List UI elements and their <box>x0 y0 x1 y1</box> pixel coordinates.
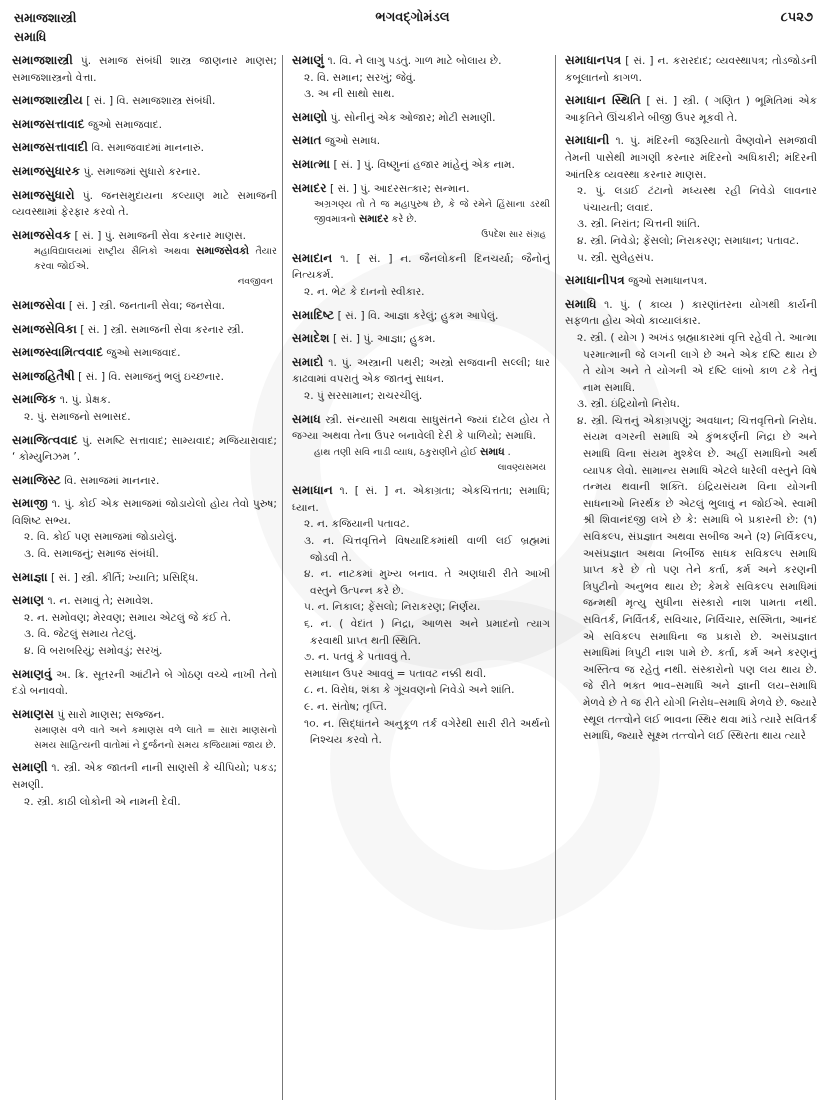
dictionary-entry <box>292 411 550 477</box>
definition: [ સં. ] સ્ત્રી. ( ગણિત ) ભૂમિતિમાં એક આકૃતિને ઊંચકીને બીજી ઉપર મૂકવી તે. <box>565 95 817 124</box>
headword: સમાજી <box>12 496 48 511</box>
headword: સમાજિત્વવાદ <box>12 432 78 447</box>
definition: ૧. સ્ત્રી. એક જાતની નાની સાણસી કે ચીપિયો; પકડ; સમણી. <box>12 762 277 791</box>
citation-quote: સમાણસ વળે વાતે અને કમાણસ વળે લાતે = સારા માણસનો સમય સાહિત્યની વાતોમાં ને દુર્જનનો સમય કજિયામાં જાય છે. <box>34 725 277 752</box>
dictionary-entry <box>565 132 817 266</box>
definition: ૧. વિ. ને લાગુ પડતું. ગાળ માટે બોલાય છે. <box>327 55 502 67</box>
sub-sense: ૭. ન. પતવું કે પતાવવું તે. <box>304 651 411 664</box>
column-2 <box>292 52 550 1110</box>
citation-quote: હાથ તણી સવિ નાડી વ્યાધ, ઠકુરાણીને હોઈ સમાધ . <box>314 445 511 458</box>
definition: અ. ક્રિ. સૂતરની આંટીને બે ગોઠણ વચ્ચે નાખી તેનો દડો બનાવવો. <box>12 668 277 698</box>
headword: સમાત <box>292 133 322 148</box>
sub-sense: ૨. પું. લડાઈ ટંટાનો મધ્યસ્થ રહી નિવેડો લાવનાર પંચાયતી; લવાદ. <box>577 185 817 214</box>
headword: સમાધાની <box>565 133 610 148</box>
headword: સમાધાનીપત્ર <box>565 273 625 288</box>
definition: જુઓ સમાજવાદ. <box>106 347 181 360</box>
headword: સમાજિસ્ટ <box>12 472 61 487</box>
dictionary-entry <box>12 344 277 362</box>
dictionary-entry <box>565 296 817 745</box>
headword: સમાત્મા <box>292 156 331 171</box>
headword: સમાદર <box>292 180 327 195</box>
headword: સમાજસત્તાવાદ <box>12 116 85 131</box>
sub-sense: ૨. વિ. કોઈ પણ સમાજમાં જોડાયેલું. <box>24 531 178 544</box>
dictionary-entry <box>12 472 277 490</box>
dictionary-entry <box>12 706 277 754</box>
definition: [ સં. ] સ્ત્રી. કીર્તિ; ખ્યાતિ; પ્રસિદ્ધિ. <box>50 571 199 584</box>
headword: સમાણો <box>292 109 328 124</box>
dictionary-entry <box>12 432 277 466</box>
citation-source: ઉપદેશ સાર સંગ્રહ <box>481 230 546 241</box>
definition: [ સં. ] વિ. સમાજશાસ્ત્ર સંબંધી. <box>86 95 216 108</box>
definition: ૧. પું. પ્રેક્ષક. <box>59 394 111 407</box>
citation-quote: અગ્રગણ્ય તો તે જ મહાપુરુષ છે, કે જે રમેને હિંસાના ડરથી જીવમાત્રનો સમાદર કરે છે. <box>314 199 550 226</box>
dictionary-entry <box>292 132 550 150</box>
headword: સમાણવું <box>12 666 52 681</box>
sub-sense: ૩. વિ. જેટલું સમાય તેટલું. <box>24 628 137 641</box>
dictionary-entry <box>292 354 550 405</box>
definition: [ સં. ] ન. કરારદાદ; વ્યવસ્થાપત્ર; તોડજોડની કબૂલાતનો કાગળ. <box>565 55 817 84</box>
definition: [ સં. ] વિ. આજ્ઞા કરેલું; હુકમ આપેલું. <box>337 309 499 322</box>
definition: સ્ત્રી. સંન્યાસી અથવા સાધુસંતને જ્યાં દાટેલ હોય તે જગ્યા અથવા તેના ઉપર બનાવેલી દેરી કે પાળિયો; સમાધિ. <box>292 413 550 443</box>
guide-word-first: સમાજશાસ્ત્રી <box>14 10 77 25</box>
sub-sense: ૨. ન. ભેટ કે દાનનો સ્વીકાર. <box>304 285 425 298</box>
sub-sense: ૨. પું. સમાજનો સભાસદ. <box>24 410 131 423</box>
sub-sense: સમાધાન ઉપર આવવું = પતાવટ નક્કી થવી. <box>304 667 487 680</box>
sub-sense: ૩. સ્ત્રી. નિરાંત; ચિત્તની શાંતિ. <box>577 218 701 231</box>
sub-sense: ૨. પું સરસામાન; રાચરચીલું. <box>304 389 423 402</box>
sub-sense: ૨. સ્ત્રી. કાઠી લોકોની એ નામની દેવી. <box>24 795 181 808</box>
column-divider <box>555 55 556 1100</box>
dictionary-entry <box>292 52 550 103</box>
dictionary-entry <box>292 180 550 244</box>
sub-sense: ૨. ન. કજિયાની પતાવટ. <box>304 518 410 531</box>
headword: સમાજ્ઞા <box>12 569 48 584</box>
definition: ૧. પું. મંદિરની જરૂરિયાતો વૈષ્ણવોને સમજાવી તેમની પાસેથી માગણી કરનાર મંદિરનો અધિકારી; મંદિરની આંતરિક વ્યવસ્થા કરનાર માણસ. <box>565 135 817 181</box>
page-number: ૮૫૨૭ <box>780 10 813 25</box>
headword: સમાજશાસ્ત્રી <box>12 53 73 67</box>
sub-sense: ૫. ન. નિકાલ; ફેંસલો; નિરાકરણ; નિર્ણય. <box>304 601 481 614</box>
dictionary-entry <box>12 92 277 110</box>
sub-sense: ૨. વિ. સમાન; સરખું; જેવું. <box>304 71 416 84</box>
definition: ૧. પું. કોઈ એક સમાજમાં જોડાયેલો હોય તેવો પુરુષ; વિશિષ્ટ સભ્ય. <box>12 498 277 527</box>
headword: સમાદિષ્ટ <box>292 307 335 322</box>
headword: સમાજસેવિકા <box>12 321 77 336</box>
dictionary-entry <box>565 272 817 290</box>
sub-sense: ૪. સ્ત્રી. નિવેડો; ફેંસલો; નિરાકરણ; સમાધાન; પતાવટ. <box>577 234 800 247</box>
dictionary-entry <box>12 227 277 291</box>
headword: સમાધિ <box>565 296 597 311</box>
definition: ૧. [ સં. ] ન. એકાગ્રતા; એકચિત્તતા; સમાધિ; ધ્યાન. <box>292 485 550 514</box>
dictionary-entry <box>565 92 817 126</box>
headword: સમાજસુધારક <box>12 163 81 178</box>
dictionary-entry <box>12 368 277 386</box>
definition: પું સારો માણસ; સજ્જન. <box>57 708 165 721</box>
headword: સમાજસેવક <box>12 227 72 242</box>
dictionary-entry <box>565 52 817 86</box>
headword: સમાણી <box>12 760 48 775</box>
definition: ૧. પું. અસ્ત્રાની પથરી; અસ્ત્રો સજવાની સલ્લી; ધાર કાઢવામાં વપરાતું એક જાતનું સાધન. <box>292 356 550 386</box>
definition: વિ. સમાજમાં માનનાર. <box>64 474 160 487</box>
dictionary-entry <box>12 116 277 134</box>
definition: [ સં. ] વિ. સમાજનું ભલું ઇચ્છનાર. <box>78 370 225 383</box>
dictionary-entry <box>12 759 277 810</box>
headword: સમાદાન <box>292 250 333 265</box>
definition: પું. સમાજમાં સુધારો કરનાર. <box>83 165 201 178</box>
sub-sense: ૪. સ્ત્રી. ચિત્તનું એકાગ્રપણું; અવધાન; ચિત્તવૃત્તિનો નિરોધ. સંયમ વગરની સમાધિ એ કુંભકર્ણની નિદ્રા છે અને સમાધિ વિના સંયમ મુશ્કેલ છે. અહીં સમાધિનો અર્થ વ્યાપક લેવો. સામાન્ય સમાધિ એટલે ધારેલી વસ્તુને વિષે તન્મય થવાની શક્તિ. ઇંદ્રિયસંયમ વિના યોગની સાધનાઓ નિરર્થક છે એટલું ભુલાવું ન જોઈએ. સ્વામી શ્રી શિવાનંદજી લખે છે કે: સમાધિ બે પ્રકારની છે: (૧) સવિકલ્પ, સંપ્રજ્ઞાત અથવા સબીજ અને (૨) નિર્વિકલ્પ, અસંપ્રજ્ઞાત અથવા નિર્બીજ સાધક સવિકલ્પ સમાધિ પ્રાપ્ત કરે છે તો પણ તેને કર્તા, કર્મ અને કરણની ત્રિપુટીનો અનુભવ થાય છે; કેમકે સવિકલ્પ સમાધિમાં જન્મથી મૃત્યુ સુધીના સંસ્કારો નાશ પામતા નથી. સવિતર્ક, નિર્વિતર્ક, સવિચાર, નિર્વિચાર, સસ્મિતા, આનંદ એ સવિકલ્પ સમાધિના જ પ્રકારો છે. અસંપ્રજ્ઞાત સમાધિમાં ત્રિપુટી નાશ પામે છે. કર્તા, કર્મ અને કરણનું અસ્તિત્વ જ રહેતું નથી. સંસ્કારોનો પણ લય થાય છે. જે રીતે ભક્ત ભાવ–સમાધિ અને જ્ઞાની લય–સમાધિ મેળવે છે તે જ રીતે યોગી નિરોધ–સમાધિ મેળવે છે. જ્યારે સ્થૂલ તત્ત્વોને લઈ ભાવના સ્થિર થવા માંડે ત્યારે સવિતર્ક સમાધિ, જ્યારે સૂક્ષ્મ તત્ત્વોને લઈ સ્થિરતા થાય ત્યારે <box>577 414 817 743</box>
dictionary-entry <box>12 666 277 700</box>
sub-sense: ૪. વિ બરાબરિયું; સમોવડું; સરખું. <box>24 645 163 658</box>
dictionary-entry <box>12 297 277 315</box>
sub-sense: ૮. ન. વિરોધ, શંકા કે ગૂંચવણનો નિવેડો અને શાંતિ. <box>304 684 515 697</box>
sub-sense: ૪. ન. નાટકમાં મુખ્ય બનાવ. તે અણધારી રીતે આખી વસ્તુને ઉત્પન્ન કરે છે. <box>304 568 550 597</box>
sub-sense: ૫. સ્ત્રી. સુલેહસંપ. <box>577 251 654 264</box>
column-3 <box>565 52 817 1110</box>
sub-sense: ૩. અ ની સાથો સાથ. <box>304 88 395 101</box>
dictionary-entry <box>292 330 550 348</box>
headword: સમાણ <box>12 593 45 608</box>
definition: [ સં. ] સ્ત્રી. સમાજની સેવા કરનાર સ્ત્રી. <box>80 323 244 336</box>
definition: ૧. પું. ( કાવ્ય ) કારણાંતરના યોગથી કાર્યની સફળતા હોય એવો કાવ્યાલંકાર. <box>565 298 817 328</box>
column-divider <box>282 55 283 1100</box>
headword: સમાજસત્તાવાદી <box>12 140 89 155</box>
definition: [ સં. ] પું. આજ્ઞા; હુકમ. <box>333 333 436 346</box>
citation-source: નવજીવન <box>237 277 273 288</box>
dictionary-entry <box>292 156 550 174</box>
dictionary-entry <box>12 187 277 221</box>
definition: પું. સમષ્ટિ સત્તાવાદ; સામ્યવાદ; મજિયારાવાદ; ‘ કોમ્યુનિઝમ ’. <box>12 434 277 464</box>
guide-word-last: સમાધિ <box>14 29 47 44</box>
dictionary-entry <box>12 592 277 659</box>
dictionary-entry <box>12 52 277 86</box>
sub-sense: ૨. સ્ત્રી. ( યોગ ) અખંડ બ્રહ્માકારમાં વૃત્તિ રહેવી તે. આત્મા પરમાત્માની જે લગની લાગે છે અને એક દષ્ટિ થાય છે તે યોગ અને તે યોગની એ દષ્ટિ લાંબો કાળ ટકે તેનું નામ સમાધિ. <box>577 331 817 394</box>
sub-sense: ૨. ન. સમોવણ; મેરવણ; સમાય એટલું જે કંઈ તે. <box>24 611 232 624</box>
sub-sense: ૬. ન. ( વેદાંત ) નિદ્રા, આળસ અને પ્રમાદનો ત્યાગ કરવાથી પ્રાપ્ત થતી સ્થિતિ. <box>304 618 550 647</box>
dictionary-entry <box>12 139 277 157</box>
dictionary-entry <box>292 482 550 749</box>
definition: જુઓ સમાધાનપત્ર. <box>628 275 708 288</box>
dictionary-entry <box>292 307 550 325</box>
definition: [ સં. ] પું. આદરસત્કાર; સન્માન. <box>329 182 470 195</box>
definition: જુઓ સમાધ. <box>324 135 381 148</box>
citation-source: લાવણ્યસમય <box>497 462 546 473</box>
sub-sense: ૩. સ્ત્રી. ઇંદ્રિયોનો નિરોધ. <box>577 398 680 411</box>
headword: સમાણસ <box>12 706 54 721</box>
headword: સમાજિક <box>12 392 57 407</box>
headword: સમાજહિતૈષી <box>12 368 75 383</box>
dictionary-entry <box>12 391 277 425</box>
definition: ૧. [ સં. ] ન. જૈનલોકની દિનચર્યા; જૈનોનું નિત્યકર્મ. <box>292 252 550 282</box>
page-header <box>0 8 825 48</box>
headword: સમાધાનપત્ર <box>565 53 622 67</box>
definition: ૧. ન. સમાવું તે; સમાવેશ. <box>47 595 154 608</box>
definition: વિ. સમાજવાદમાં માનનારું. <box>91 142 204 155</box>
definition: પું. જનસમુદાયના કલ્યાણ માટે સમાજની વ્યવસ્થામાં ફેરફાર કરવો તે. <box>12 189 277 219</box>
citation-quote: મહાવિદ્યાલયમાં રાષ્ટ્રીય સૈનિકો અથવા સમાજસેવકો તૈયાર કરવા જોઈએ. <box>34 245 277 273</box>
dictionary-entry <box>12 495 277 562</box>
definition: જુઓ સમાજવાદ. <box>87 118 162 131</box>
headword: સમાધ <box>292 411 321 426</box>
headword: સમાજસ્વામિત્વવાદ <box>12 345 104 360</box>
headword: સમાણું <box>292 53 325 67</box>
definition: [ સં. ] પું. વિષ્ણુનાં હજાર માંહેનું એક નામ. <box>333 158 515 171</box>
headword: સમાધાન સ્થિતિ <box>565 93 641 108</box>
dictionary-entry <box>12 569 277 587</box>
dictionary-entry <box>12 163 277 181</box>
sub-sense: ૩. ન. ચિત્તવૃત્તિને વિષયાદિકમાંથી વાળી લઈ બ્રહ્મમાં જોડવી તે. <box>304 535 550 564</box>
running-title: ભગવદ્ગોમંડલ <box>375 10 450 25</box>
column-1 <box>12 52 277 1110</box>
dictionary-entry <box>292 250 550 301</box>
definition: [ સં. ] સ્ત્રી. જનતાની સેવા; જનસેવા. <box>68 299 225 312</box>
sub-sense: ૯. ન. સંતોષ; તૃપ્તિ. <box>304 701 387 713</box>
headword: સમાજસુધારો <box>12 187 75 202</box>
definition: પું. સોનીનું એક ઓજાર; મોટી સમાણી. <box>330 111 496 124</box>
dictionary-entry <box>292 109 550 127</box>
headword: સમાજસેવા <box>12 297 66 312</box>
headword: સમાદેશ <box>292 331 330 346</box>
sub-sense: ૩. વિ. સમાજનું; સમાજ સંબંધી. <box>24 548 159 561</box>
headword: સમાજશાસ્ત્રીય <box>12 93 83 108</box>
dictionary-entry <box>12 321 277 339</box>
headword: સમાધાન <box>292 483 333 498</box>
definition: પું. સમાજ સંબંધી શાસ્ત્ર જાણનાર માણસ; સમાજશાસ્ત્રનો વેત્તા. <box>12 55 277 84</box>
definition: [ સં. ] પું. સમાજની સેવા કરનાર માણસ. <box>74 229 247 242</box>
headword: સમાદો <box>292 354 324 369</box>
sub-sense: ૧૦. ન. સિદ્ધાંતને અનુકૂળ તર્ક વગેરેથી સારી રીતે અર્થનો નિશ્ચય કરવો તે. <box>304 717 550 747</box>
